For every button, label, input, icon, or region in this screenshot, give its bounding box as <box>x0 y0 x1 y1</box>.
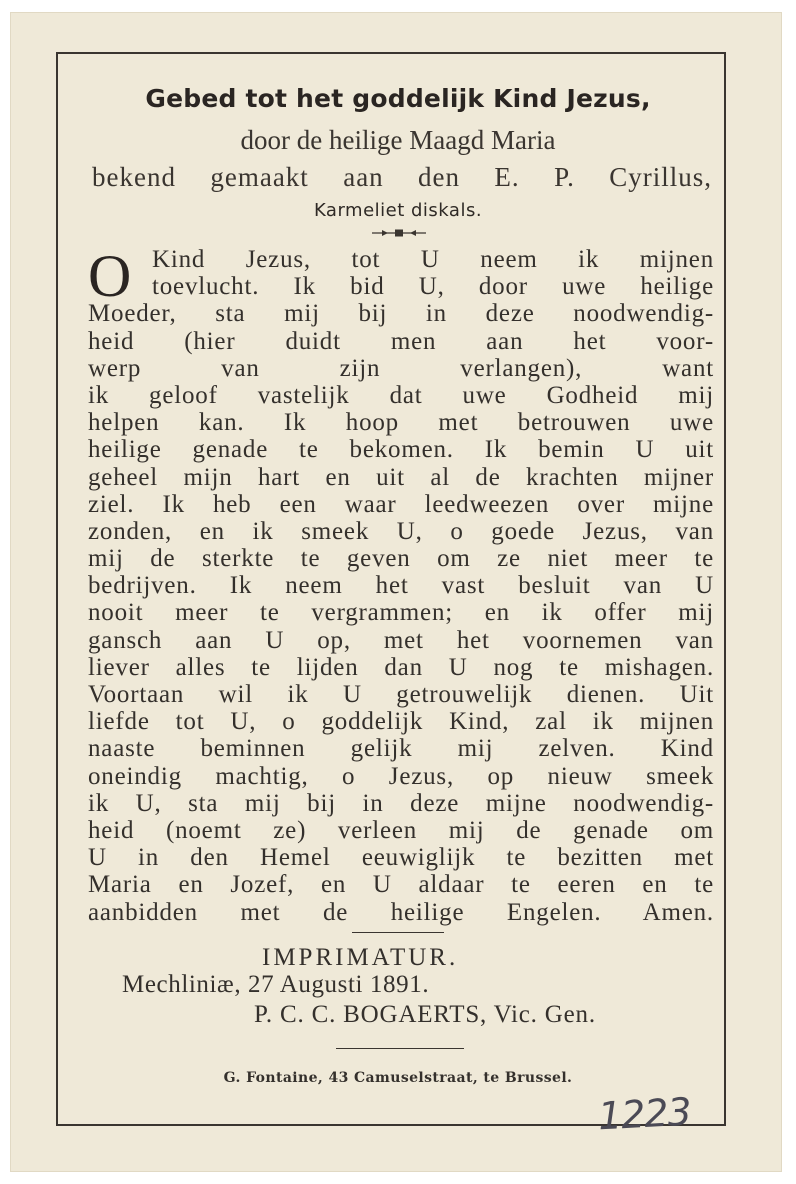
prayer-line: geheel mijn hart en uit al de krachten mijner <box>88 463 714 491</box>
prayer-line: oneindig machtig, o Jezus, op nieuw smeek <box>88 762 714 790</box>
prayer-line: aanbidden met de heilige Engelen. Amen. <box>88 898 714 926</box>
prayer-line: liever alles te lijden dan U nog te mishagen. <box>88 653 714 681</box>
prayer-line: U in den Hemel eeuwiglijk te bezitten met <box>88 844 714 872</box>
prayer-order-name: Karmeliet diskals. <box>313 200 483 221</box>
printer-imprint: G. Fontaine, 43 Camuselstraat, te Brussel. <box>223 1070 573 1086</box>
prayer-body <box>88 243 714 926</box>
imprimatur-signer: P. C. C. BOGAERTS, Vic. Gen. <box>254 1001 596 1028</box>
prayer-line: heilige genade te bekomen. Ik bemin U uit <box>88 436 714 464</box>
prayer-line: Voortaan wil ik U getrouwelijk dienen. Uit <box>88 681 714 708</box>
prayer-attribution: bekend gemaakt aan den E. P. Cyrillus, <box>92 162 712 192</box>
prayer-line: werp van zijn verlangen), want <box>88 354 714 382</box>
prayer-line: ziel. Ik heb een waar leedweezen over mijne <box>88 490 714 518</box>
prayer-title: Gebed tot het goddelijk Kind Jezus, <box>145 84 651 113</box>
prayer-line: Moeder, sta mij bij in deze noodwendig- <box>88 300 714 328</box>
prayer-line: ik U, sta mij bij in deze mijne noodwendig- <box>88 789 714 817</box>
imprimatur-heading: IMPRIMATUR. <box>262 944 459 971</box>
drop-cap: O <box>88 243 132 309</box>
prayer-subtitle: door de heilige Maagd Maria <box>240 125 556 155</box>
prayer-line: gansch aan U op, met het voornemen van <box>88 626 714 654</box>
prayer-line: heid (hier duidt men aan het voor- <box>88 327 714 355</box>
prayer-line: zonden, en ik smeek U, o goede Jezus, van <box>88 517 714 545</box>
ornament-divider-icon <box>370 226 428 240</box>
prayer-line: mij de sterkte te geven om ze niet meer te <box>88 545 714 573</box>
prayer-line: naaste beminnen gelijk mij zelven. Kind <box>88 735 714 763</box>
divider-rule <box>336 1048 464 1049</box>
prayer-line: heid (noemt ze) verleen mij de genade om <box>88 816 714 844</box>
prayer-line: toevlucht. Ik bid U, door uwe heilige <box>152 273 714 301</box>
prayer-line: Kind Jezus, tot U neem ik mijnen <box>152 246 714 273</box>
prayer-line: helpen kan. Ik hoop met betrouwen uwe <box>88 409 714 437</box>
handwritten-number: 1223 <box>596 1089 692 1139</box>
prayer-line: bedrijven. Ik neem het vast besluit van U <box>88 572 714 600</box>
prayer-line: liefde tot U, o goddelijk Kind, zal ik mijnen <box>88 708 714 736</box>
prayer-line: ik geloof vastelijk dat uwe Godheid mij <box>88 381 714 409</box>
prayer-line: Maria en Jozef, en U aldaar te eeren en te <box>88 871 714 899</box>
imprimatur-place-date: Mechliniæ, 27 Augusti 1891. <box>122 971 430 998</box>
prayer-line: nooit meer te vergrammen; en ik offer mij <box>88 599 714 627</box>
divider-rule <box>352 932 444 933</box>
